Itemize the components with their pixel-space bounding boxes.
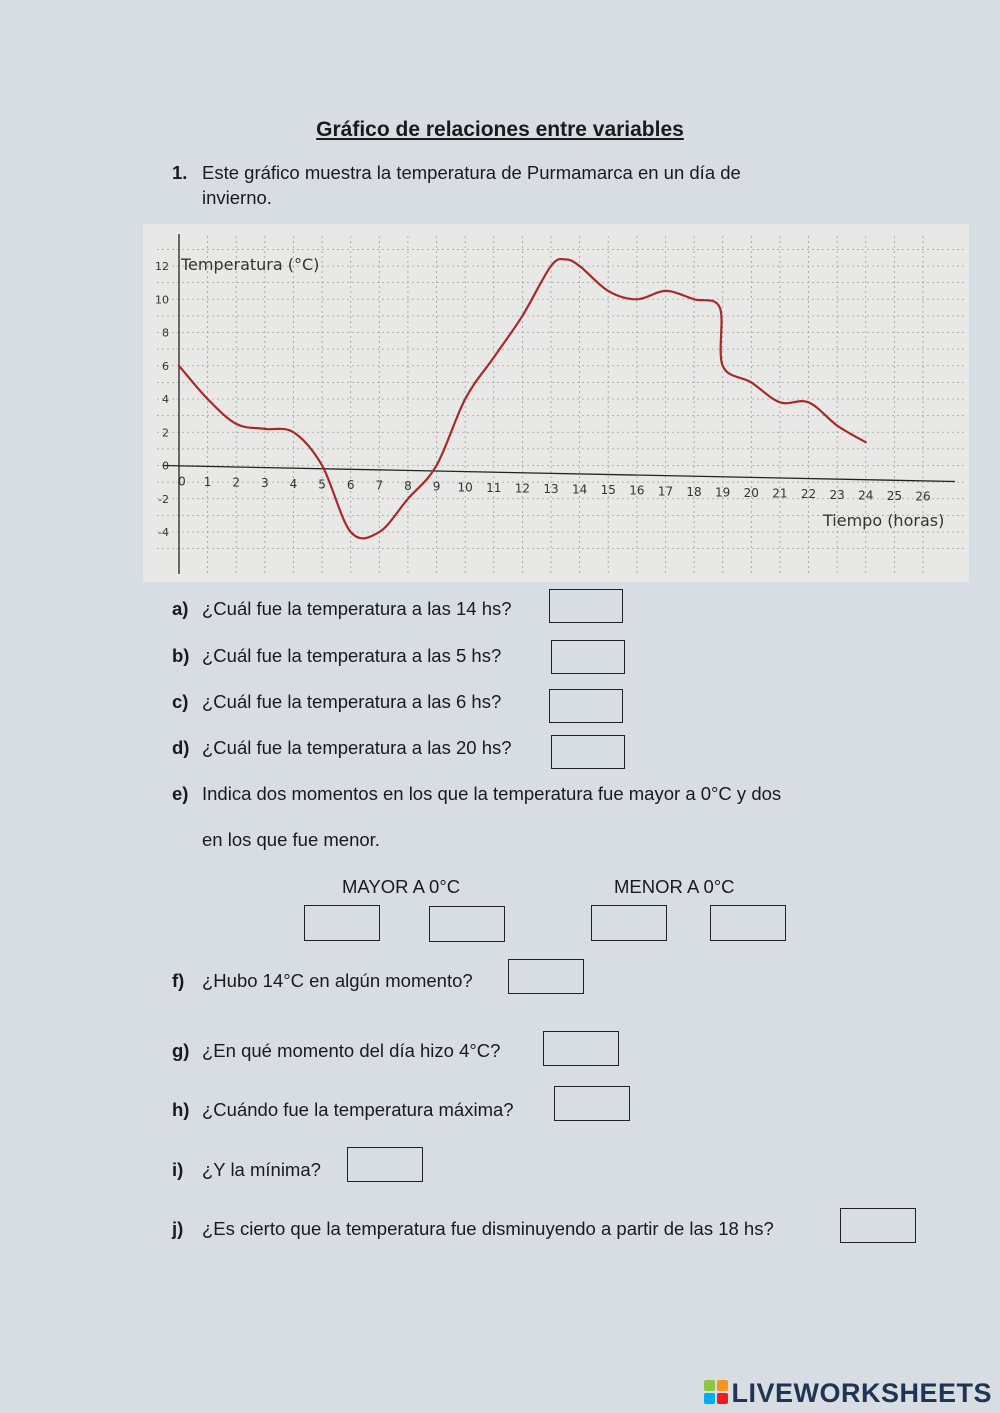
x-axis bbox=[163, 466, 955, 482]
y-tick-label: 4 bbox=[162, 393, 169, 406]
menor-heading: MENOR A 0°C bbox=[614, 876, 735, 897]
intro-text: Este gráfico muestra la temperatura de Purmamarca en un día de invierno. bbox=[202, 162, 741, 208]
x-tick-label: 12 bbox=[514, 481, 531, 496]
answer-box-f[interactable] bbox=[508, 959, 584, 994]
question-number: 1. bbox=[172, 162, 188, 183]
x-tick-label: 25 bbox=[886, 488, 903, 503]
x-tick-label: 0 bbox=[178, 474, 186, 489]
x-tick-label: 26 bbox=[915, 489, 931, 504]
liveworksheets-logo bbox=[703, 1378, 992, 1409]
liveworksheets-mark-icon bbox=[703, 1379, 729, 1405]
mayor-box-2[interactable] bbox=[429, 906, 505, 942]
x-tick-label: 19 bbox=[715, 485, 731, 500]
x-tick-label: 21 bbox=[772, 486, 788, 501]
x-tick-label: 24 bbox=[858, 488, 874, 503]
x-tick-label: 14 bbox=[571, 482, 588, 497]
logo-text: LIVEWORKSHEETS bbox=[731, 1378, 992, 1408]
answer-box-d[interactable] bbox=[551, 735, 625, 769]
x-tick-label: 6 bbox=[346, 477, 355, 492]
answer-box-g[interactable] bbox=[543, 1031, 619, 1066]
menor-box-2[interactable] bbox=[710, 905, 786, 941]
answer-box-a[interactable] bbox=[549, 589, 623, 623]
x-tick-label: 17 bbox=[657, 484, 674, 499]
x-tick-label: 8 bbox=[404, 479, 412, 494]
mayor-box-1[interactable] bbox=[304, 905, 380, 941]
x-tick-label: 23 bbox=[829, 487, 845, 502]
x-tick-label: 1 bbox=[203, 475, 212, 490]
y-tick-label: 10 bbox=[155, 293, 169, 307]
x-tick-label: 11 bbox=[486, 480, 502, 495]
x-tick-label: 13 bbox=[543, 482, 559, 496]
y-tick-label: 0 bbox=[162, 459, 169, 473]
x-tick-label: 22 bbox=[800, 487, 817, 502]
y-tick-label: -4 bbox=[158, 526, 169, 539]
x-axis-label: Tiempo (horas) bbox=[823, 511, 945, 530]
x-tick-label: 3 bbox=[261, 476, 269, 491]
worksheet-title: Gráfico de relaciones entre variables bbox=[316, 118, 684, 141]
x-tick-label: 9 bbox=[432, 479, 441, 494]
y-tick-label: 8 bbox=[162, 326, 169, 340]
mayor-heading: MAYOR A 0°C bbox=[342, 876, 461, 897]
y-tick-label: 6 bbox=[162, 359, 169, 373]
x-tick-label: 2 bbox=[232, 475, 241, 490]
x-tick-label: 7 bbox=[375, 478, 384, 493]
y-axis-label: Temperatura (°C) bbox=[181, 255, 320, 274]
x-tick-label: 15 bbox=[600, 483, 616, 498]
answer-box-c[interactable] bbox=[549, 689, 623, 723]
answer-box-i[interactable] bbox=[347, 1147, 423, 1182]
y-tick-label: 12 bbox=[155, 260, 169, 273]
x-tick-label: 16 bbox=[629, 483, 645, 498]
x-tick-label: 10 bbox=[457, 480, 473, 495]
chart-svg bbox=[143, 224, 969, 582]
x-tick-label: 5 bbox=[318, 477, 326, 492]
temperature-chart bbox=[143, 224, 969, 582]
x-tick-label: 18 bbox=[686, 484, 702, 499]
menor-box-1[interactable] bbox=[591, 905, 667, 941]
y-tick-label: -2 bbox=[158, 492, 169, 506]
x-tick-label: 20 bbox=[743, 486, 759, 501]
y-tick-label: 2 bbox=[162, 426, 169, 440]
answer-box-h[interactable] bbox=[554, 1086, 630, 1121]
answer-box-b[interactable] bbox=[551, 640, 625, 674]
x-tick-label: 4 bbox=[289, 476, 298, 491]
answer-box-j[interactable] bbox=[840, 1208, 916, 1243]
